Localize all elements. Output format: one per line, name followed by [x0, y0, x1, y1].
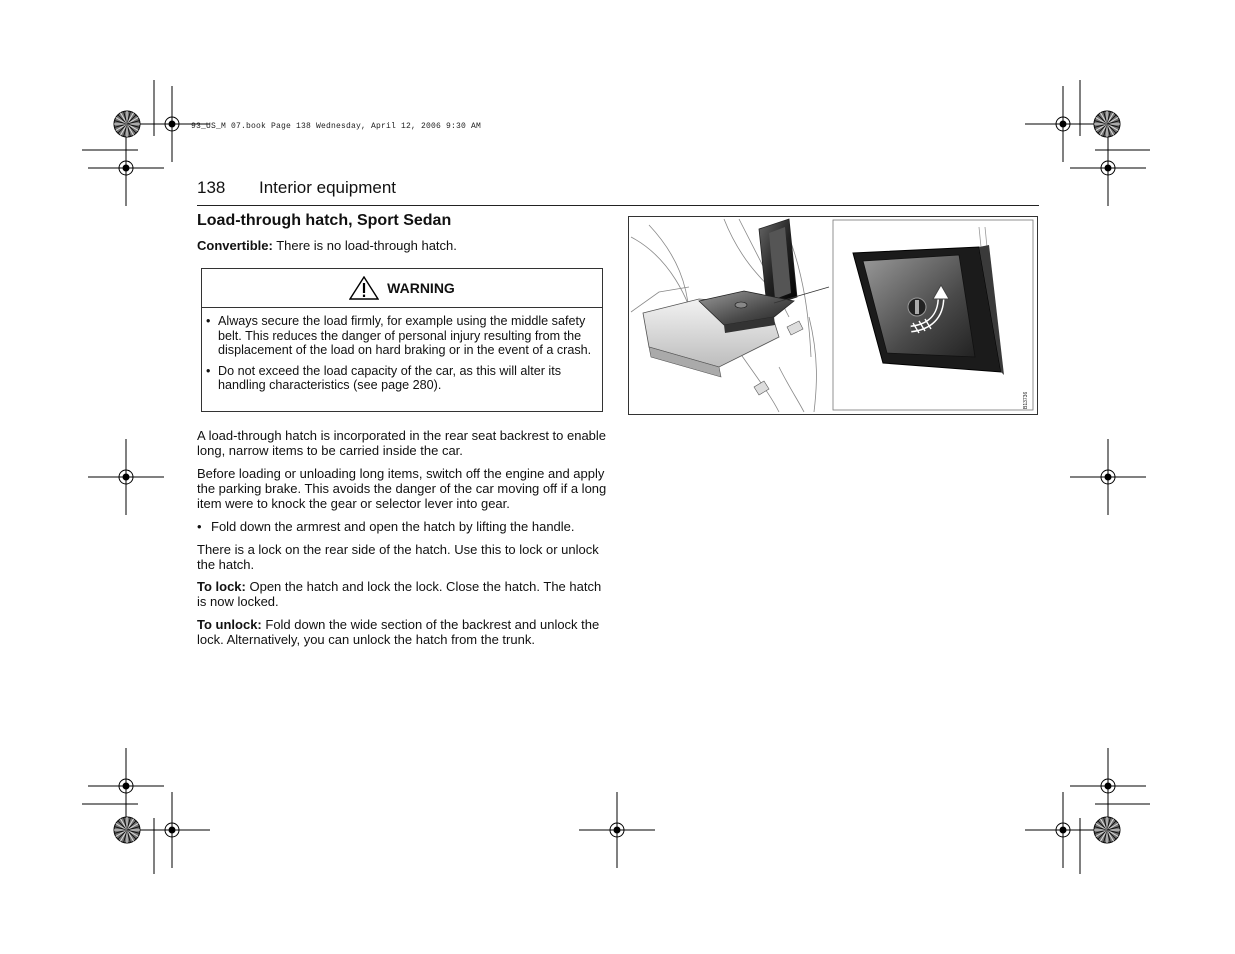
page-title: Load-through hatch, Sport Sedan	[197, 212, 452, 229]
lock-text: Open the hatch and lock the lock. Close the hatch. The hatch is now locked.	[197, 579, 602, 609]
warning-item: • Always secure the load firmly, for example using the middle safety belt. This reduces the danger of personal injury resulting from the displacement of the load on hard braking or in the event of a crash.	[218, 314, 594, 358]
warning-triangle-icon	[349, 276, 379, 300]
page-header	[197, 178, 396, 198]
unlock-text: Fold down the wide section of the backrest and unlock the lock. Alternatively, you can unlock the hatch from the trunk.	[197, 617, 600, 647]
paragraph: A load-through hatch is incorporated in the rear seat backrest to enable long, narrow items to be carried inside the car.	[197, 428, 607, 458]
section-title: Interior equipment	[259, 178, 397, 197]
warning-box	[201, 268, 603, 412]
note-text: There is no load-through hatch.	[272, 238, 457, 253]
lock-label: To lock:	[197, 579, 246, 594]
bullet-text: Fold down the armrest and open the hatch by lifting the handle.	[211, 519, 575, 534]
unlock-paragraph	[197, 618, 609, 648]
warning-header	[202, 269, 602, 308]
figure-code: B13736	[1023, 391, 1029, 409]
warning-heading: WARNING	[387, 280, 455, 296]
convertible-note	[197, 238, 457, 253]
warning-list	[202, 308, 602, 393]
page-number: 138	[197, 178, 226, 197]
warning-item: • Do not exceed the load capacity of the car, as this will alter its handling characteristics (see page 280).	[218, 364, 594, 393]
print-slug: 93_US_M 07.book Page 138 Wednesday, April 12, 2006 9:30 AM	[191, 122, 482, 131]
instruction-bullet	[197, 520, 611, 535]
illustration-drawing	[629, 217, 1037, 414]
hatch-illustration	[628, 216, 1038, 415]
paragraph: Before loading or unloading long items, switch off the engine and apply the parking brake. This avoids the danger of the car moving off if a long item were to knock the gear or selector lever into gear.	[197, 466, 607, 511]
lock-paragraph	[197, 580, 609, 610]
header-rule	[197, 205, 1039, 206]
bullet-mark: •	[197, 519, 202, 534]
unlock-label: To unlock:	[197, 617, 262, 632]
paragraph: There is a lock on the rear side of the hatch. Use this to lock or unlock the hatch.	[197, 542, 599, 572]
note-label: Convertible:	[197, 238, 273, 253]
